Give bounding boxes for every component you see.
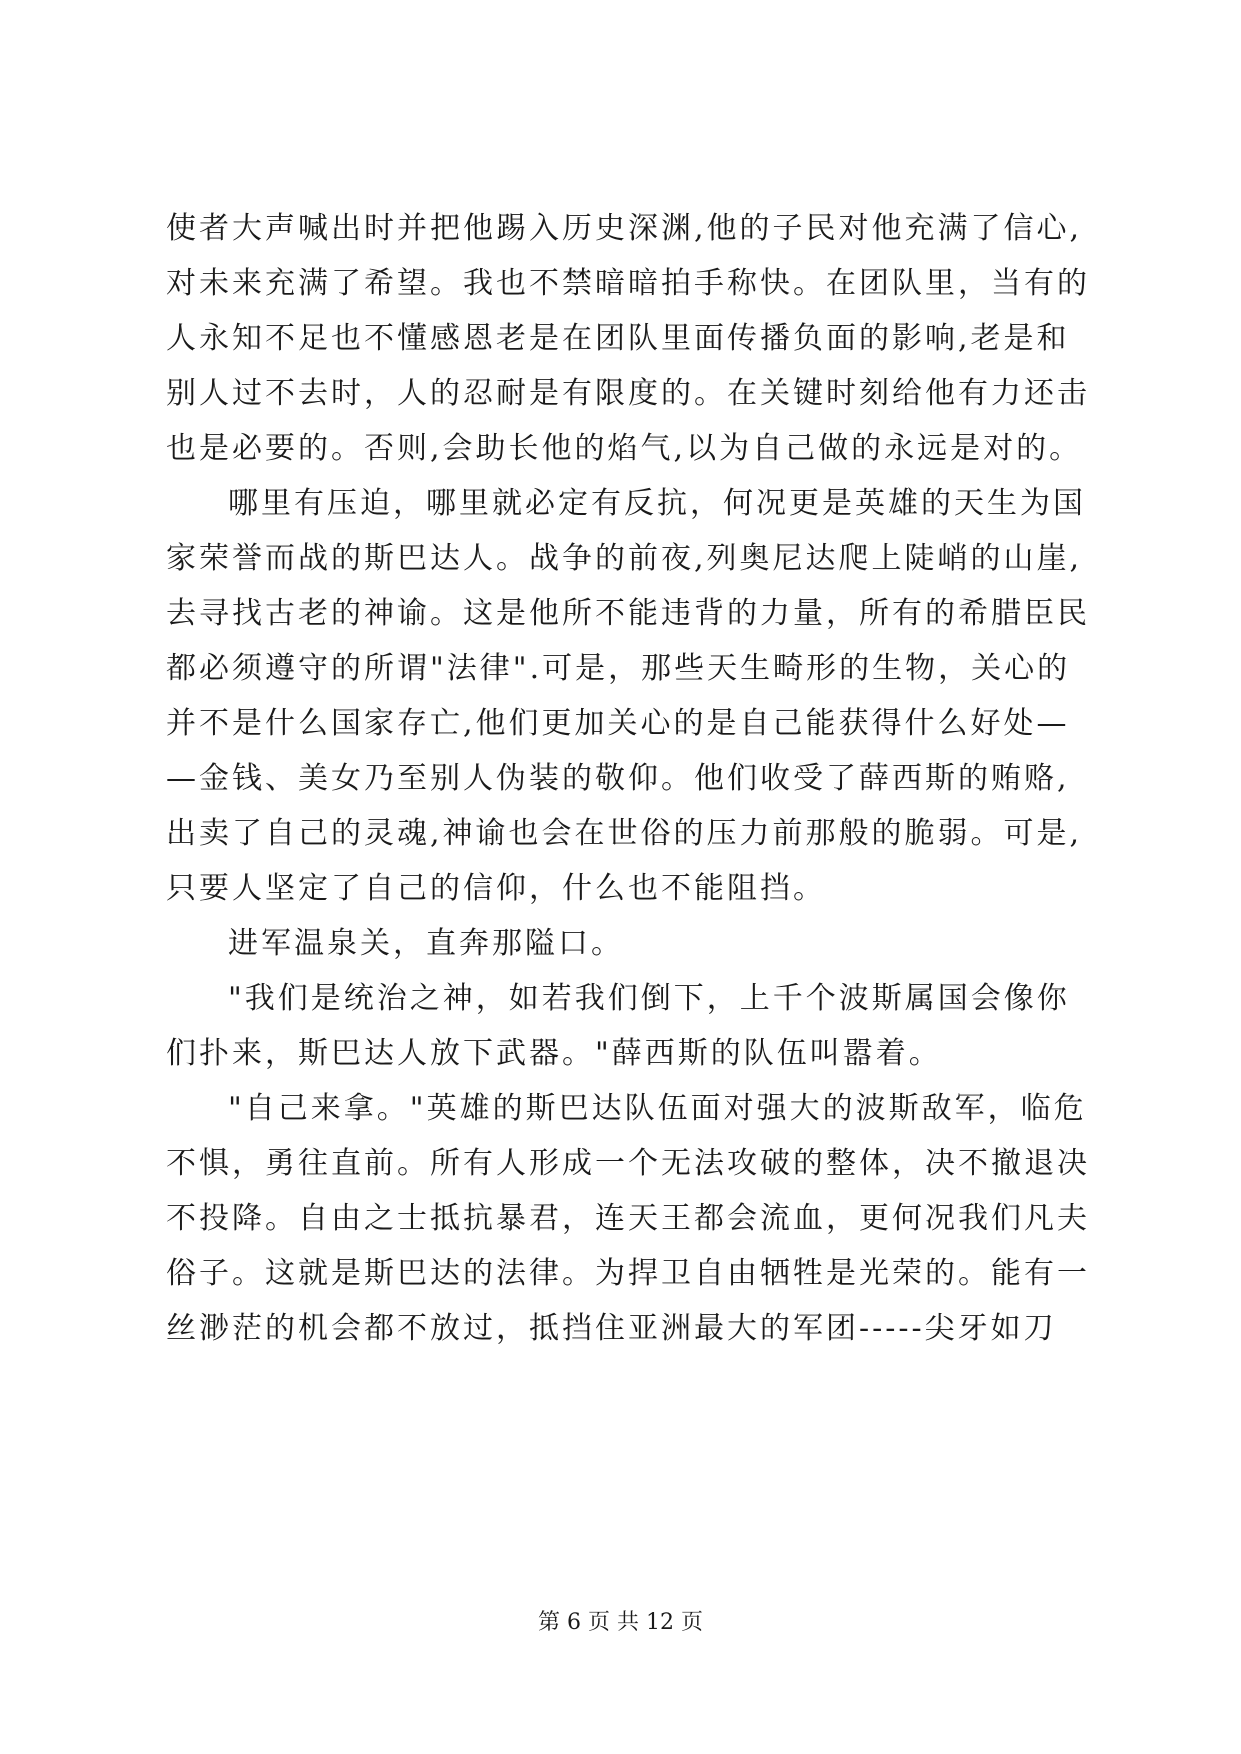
body-line: 进军温泉关，直奔那隘口。: [228, 926, 624, 961]
body-line: 也是必要的。否则,会助长他的焰气,以为自己做的永远是对的。: [166, 431, 1083, 466]
body-line: 并不是什么国家存亡,他们更加关心的是自己能获得什么好处—: [166, 706, 1070, 741]
body-line: 们扑来，斯巴达人放下武器。"薛西斯的队伍叫嚣着。: [166, 1036, 942, 1071]
body-line: 俗子。这就是斯巴达的法律。为捍卫自由牺牲是光荣的。能有一: [166, 1256, 1090, 1291]
body-line: 别人过不去时，人的忍耐是有限度的。在关键时刻给他有力还击: [166, 376, 1090, 411]
body-line: 对未来充满了希望。我也不禁暗暗拍手称快。在团队里，当有的: [166, 266, 1090, 301]
body-line: 出卖了自己的灵魂,神谕也会在世俗的压力前那般的脆弱。可是,: [166, 816, 1083, 851]
body-line: 使者大声喊出时并把他踢入历史深渊,他的子民对他充满了信心,: [166, 211, 1083, 246]
body-line: 只要人坚定了自己的信仰，什么也不能阻挡。: [166, 871, 826, 906]
page-number-footer: 第 6 页 共 12 页: [538, 1610, 703, 1635]
body-line: "自己来拿。"英雄的斯巴达队伍面对强大的波斯敌军，临危: [228, 1091, 1087, 1126]
body-line: 不投降。自由之士抵抗暴君，连天王都会流血，更何况我们凡夫: [166, 1201, 1090, 1236]
body-line: "我们是统治之神，如若我们倒下，上千个波斯属国会像你: [228, 981, 1070, 1016]
body-line: 去寻找古老的神谕。这是他所不能违背的力量，所有的希腊臣民: [166, 596, 1090, 631]
body-line: 不惧，勇往直前。所有人形成一个无法攻破的整体，决不撤退决: [166, 1146, 1090, 1181]
body-line: 丝渺茫的机会都不放过，抵挡住亚洲最大的军团-----尖牙如刀: [166, 1311, 1057, 1346]
body-line: 哪里有压迫，哪里就必定有反抗，何况更是英雄的天生为国: [228, 486, 1086, 521]
body-line: 都必须遵守的所谓"法律".可是，那些天生畸形的生物，关心的: [166, 651, 1071, 686]
body-line: 人永知不足也不懂感恩老是在团队里面传播负面的影响,老是和: [166, 321, 1070, 356]
body-line: —金钱、美女乃至别人伪装的敬仰。他们收受了薛西斯的贿赂,: [166, 761, 1070, 796]
body-line: 家荣誉而战的斯巴达人。战争的前夜,列奥尼达爬上陡峭的山崖,: [166, 541, 1083, 576]
